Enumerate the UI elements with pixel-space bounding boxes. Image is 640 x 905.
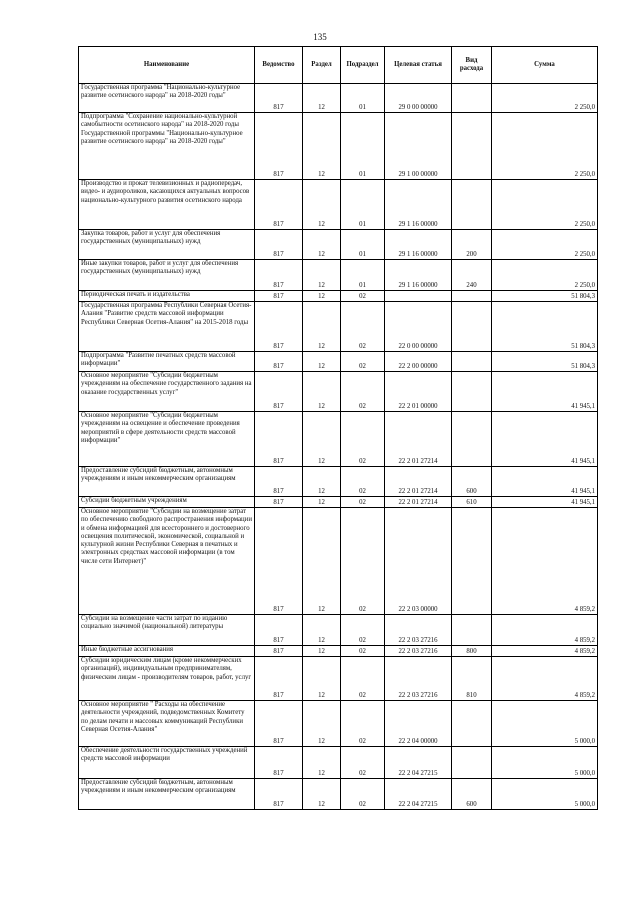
row-section-cell: 12 [303, 497, 341, 508]
row-subsection-cell: 02 [341, 372, 385, 412]
row-name-cell: Подпрограмма "Развитие печатных средств массовой информации" [79, 352, 255, 372]
row-sum-cell: 2 250,0 [492, 180, 598, 230]
row-target-cell: 22 2 04 00000 [385, 701, 452, 747]
row-name-cell: Субсидии юридическим лицам (кроме некоммерческих организаций), индивидуальным предпринимателям, физическим лицам - производителям товаров, работ, услуг [79, 657, 255, 701]
row-sum-cell: 5 000,0 [492, 747, 598, 779]
row-subsection-cell: 01 [341, 260, 385, 291]
row-sum-cell: 51 804,3 [492, 291, 598, 302]
row-name-cell: Основное мероприятие "Субсидии на возмещение затрат по обеспечению свободного распространения информации и обмена информацией для всестороннего и достоверного освещения политической, экономической, социальной и культурной жизни Республики Северная в печатных и электронных средствах массовой информации (в том числе сети Интернет)" [79, 508, 255, 615]
col-header-target: Целевая статья [385, 47, 452, 84]
row-expense-type-cell [452, 302, 492, 352]
row-sum-cell: 2 250,0 [492, 113, 598, 180]
row-sum-cell: 41 945,1 [492, 412, 598, 467]
row-expense-type-cell: 610 [452, 497, 492, 508]
row-sum-cell: 41 945,1 [492, 467, 598, 497]
row-agency-cell: 817 [255, 302, 303, 352]
row-expense-type-cell: 240 [452, 260, 492, 291]
table-row [79, 412, 598, 467]
row-agency-cell: 817 [255, 372, 303, 412]
row-expense-type-cell [452, 291, 492, 302]
row-target-cell: 29 1 16 00000 [385, 230, 452, 260]
row-name-cell: Обеспечение деятельности государственных учреждений средств массовой информации [79, 747, 255, 779]
row-section-cell: 12 [303, 291, 341, 302]
row-target-cell: 22 2 00 00000 [385, 352, 452, 372]
row-name-cell: Основное мероприятие " Расходы на обеспечение деятельности учреждений, подведомственных Комитету по делам печати и массовых коммуникаций Республики Северная Осетия-Алания" [79, 701, 255, 747]
row-target-cell: 22 2 03 27216 [385, 615, 452, 646]
row-agency-cell: 817 [255, 230, 303, 260]
row-agency-cell: 817 [255, 84, 303, 113]
row-sum-cell: 51 804,3 [492, 302, 598, 352]
row-expense-type-cell: 810 [452, 657, 492, 701]
row-name-cell: Государственная программа "Национально-культурное развитие осетинского народа" на 2018-2020 годы" [79, 84, 255, 113]
row-agency-cell: 817 [255, 352, 303, 372]
row-subsection-cell: 02 [341, 701, 385, 747]
table-row [79, 701, 598, 747]
row-expense-type-cell: 600 [452, 779, 492, 810]
table-row [79, 260, 598, 291]
row-section-cell: 12 [303, 230, 341, 260]
budget-table [78, 46, 598, 810]
col-header-section: Раздел [303, 47, 341, 84]
row-section-cell: 12 [303, 372, 341, 412]
row-sum-cell: 4 859,2 [492, 615, 598, 646]
row-section-cell: 12 [303, 113, 341, 180]
table-row [79, 497, 598, 508]
table-body [79, 84, 598, 810]
row-sum-cell: 2 250,0 [492, 84, 598, 113]
row-section-cell: 12 [303, 701, 341, 747]
row-expense-type-cell [452, 508, 492, 615]
row-target-cell: 22 2 03 27216 [385, 657, 452, 701]
row-agency-cell: 817 [255, 779, 303, 810]
row-section-cell: 12 [303, 180, 341, 230]
col-header-agency: Ведомство [255, 47, 303, 84]
row-name-cell: Иные бюджетные ассигнования [79, 646, 255, 657]
row-expense-type-cell [452, 352, 492, 372]
row-subsection-cell: 02 [341, 646, 385, 657]
row-name-cell: Предоставление субсидий бюджетным, автономным учреждениям и иным некоммерческим организациям [79, 467, 255, 497]
row-section-cell: 12 [303, 646, 341, 657]
row-name-cell: Субсидии бюджетным учреждениям [79, 497, 255, 508]
row-name-cell: Закупка товаров, работ и услуг для обеспечения государственных (муниципальных) нужд [79, 230, 255, 260]
row-sum-cell: 2 250,0 [492, 260, 598, 291]
row-agency-cell: 817 [255, 180, 303, 230]
row-name-cell: Субсидии на возмещение части затрат по изданию социально значимой (национальной) литературы [79, 615, 255, 646]
row-section-cell: 12 [303, 747, 341, 779]
row-name-cell: Периодическая печать и издательства [79, 291, 255, 302]
row-target-cell: 22 2 01 27214 [385, 412, 452, 467]
row-expense-type-cell [452, 747, 492, 779]
row-section-cell: 12 [303, 467, 341, 497]
row-target-cell: 22 2 03 27216 [385, 646, 452, 657]
row-subsection-cell: 02 [341, 779, 385, 810]
row-agency-cell: 817 [255, 467, 303, 497]
row-target-cell: 29 1 16 00000 [385, 180, 452, 230]
table-row [79, 615, 598, 646]
row-subsection-cell: 01 [341, 180, 385, 230]
row-agency-cell: 817 [255, 701, 303, 747]
row-sum-cell: 41 945,1 [492, 372, 598, 412]
row-target-cell: 22 2 01 27214 [385, 497, 452, 508]
row-target-cell: 29 0 00 00000 [385, 84, 452, 113]
row-subsection-cell: 02 [341, 497, 385, 508]
table-row [79, 84, 598, 113]
table-row [79, 508, 598, 615]
row-subsection-cell: 02 [341, 352, 385, 372]
row-sum-cell: 4 859,2 [492, 657, 598, 701]
row-sum-cell: 51 804,3 [492, 352, 598, 372]
table-row [79, 180, 598, 230]
row-agency-cell: 817 [255, 615, 303, 646]
table-row [79, 291, 598, 302]
row-subsection-cell: 02 [341, 615, 385, 646]
row-subsection-cell: 02 [341, 291, 385, 302]
row-expense-type-cell [452, 412, 492, 467]
row-agency-cell: 817 [255, 508, 303, 615]
row-subsection-cell: 02 [341, 657, 385, 701]
row-target-cell: 29 1 16 00000 [385, 260, 452, 291]
col-header-subsection: Подраздел [341, 47, 385, 84]
row-section-cell: 12 [303, 260, 341, 291]
table-row [79, 352, 598, 372]
table-row [79, 467, 598, 497]
col-header-name: Наименование [79, 47, 255, 84]
row-sum-cell: 4 859,2 [492, 508, 598, 615]
row-name-cell: Производство и прокат телевизионных и радиопередач, видео- и аудиороликов, касающихся актуальных вопросов национально-культурного развития осетинского народа [79, 180, 255, 230]
row-target-cell: 22 2 01 00000 [385, 372, 452, 412]
row-name-cell: Иные закупки товаров, работ и услуг для обеспечения государственных (муниципальных) нужд [79, 260, 255, 291]
row-agency-cell: 817 [255, 412, 303, 467]
row-name-cell: Государственная программа Республики Северная Осетия-Алания "Развитие средств массовой информации Республики Северная Осетия-Алания" на 2015-2018 годы [79, 302, 255, 352]
row-subsection-cell: 02 [341, 747, 385, 779]
row-agency-cell: 817 [255, 113, 303, 180]
row-section-cell: 12 [303, 412, 341, 467]
row-subsection-cell: 01 [341, 113, 385, 180]
row-target-cell: 22 2 03 00000 [385, 508, 452, 615]
row-expense-type-cell [452, 615, 492, 646]
row-expense-type-cell [452, 113, 492, 180]
row-expense-type-cell [452, 701, 492, 747]
row-target-cell [385, 291, 452, 302]
table-row [79, 302, 598, 352]
row-agency-cell: 817 [255, 646, 303, 657]
table-row [79, 230, 598, 260]
table-row [79, 646, 598, 657]
row-target-cell: 29 1 00 00000 [385, 113, 452, 180]
row-section-cell: 12 [303, 657, 341, 701]
row-name-cell: Предоставление субсидий бюджетным, автономным учреждениям и иным некоммерческим организациям [79, 779, 255, 810]
row-name-cell: Подпрограмма "Сохранение национально-культурной самобытности осетинского народа" на 2018-2020 годы Государственной программы "Национально-культурное развитие осетинского народа" на 2018-2020 годы" [79, 113, 255, 180]
row-section-cell: 12 [303, 84, 341, 113]
row-subsection-cell: 02 [341, 412, 385, 467]
row-sum-cell: 4 859,2 [492, 646, 598, 657]
row-expense-type-cell: 600 [452, 467, 492, 497]
row-target-cell: 22 2 01 27214 [385, 467, 452, 497]
row-section-cell: 12 [303, 302, 341, 352]
table-header-row [79, 47, 598, 84]
row-section-cell: 12 [303, 508, 341, 615]
row-agency-cell: 817 [255, 657, 303, 701]
row-subsection-cell: 02 [341, 508, 385, 615]
row-subsection-cell: 02 [341, 467, 385, 497]
row-name-cell: Основное мероприятие "Субсидии бюджетным учреждениям на обеспечение государственного задания на оказание государственных услуг" [79, 372, 255, 412]
row-sum-cell: 5 000,0 [492, 701, 598, 747]
col-header-expense-type: Вид расхода [452, 47, 492, 84]
row-subsection-cell: 01 [341, 84, 385, 113]
table-row [79, 372, 598, 412]
row-sum-cell: 41 945,1 [492, 497, 598, 508]
row-expense-type-cell [452, 372, 492, 412]
row-expense-type-cell: 800 [452, 646, 492, 657]
row-expense-type-cell [452, 180, 492, 230]
row-section-cell: 12 [303, 779, 341, 810]
row-section-cell: 12 [303, 352, 341, 372]
row-agency-cell: 817 [255, 497, 303, 508]
row-target-cell: 22 0 00 00000 [385, 302, 452, 352]
row-section-cell: 12 [303, 615, 341, 646]
table-row [79, 779, 598, 810]
row-expense-type-cell: 200 [452, 230, 492, 260]
row-agency-cell: 817 [255, 747, 303, 779]
row-target-cell: 22 2 04 27215 [385, 747, 452, 779]
row-subsection-cell: 01 [341, 230, 385, 260]
row-agency-cell: 817 [255, 291, 303, 302]
row-target-cell: 22 2 04 27215 [385, 779, 452, 810]
row-name-cell: Основное мероприятие "Субсидии бюджетным учреждениям на освещение и обеспечение проведения мероприятий в сфере деятельности средств массовой информации" [79, 412, 255, 467]
table-row [79, 113, 598, 180]
row-agency-cell: 817 [255, 260, 303, 291]
table-row [79, 657, 598, 701]
row-subsection-cell: 02 [341, 302, 385, 352]
row-expense-type-cell [452, 84, 492, 113]
row-sum-cell: 2 250,0 [492, 230, 598, 260]
row-sum-cell: 5 000,0 [492, 779, 598, 810]
page-number: 135 [313, 32, 327, 42]
col-header-sum: Сумма [492, 47, 598, 84]
table-row [79, 747, 598, 779]
